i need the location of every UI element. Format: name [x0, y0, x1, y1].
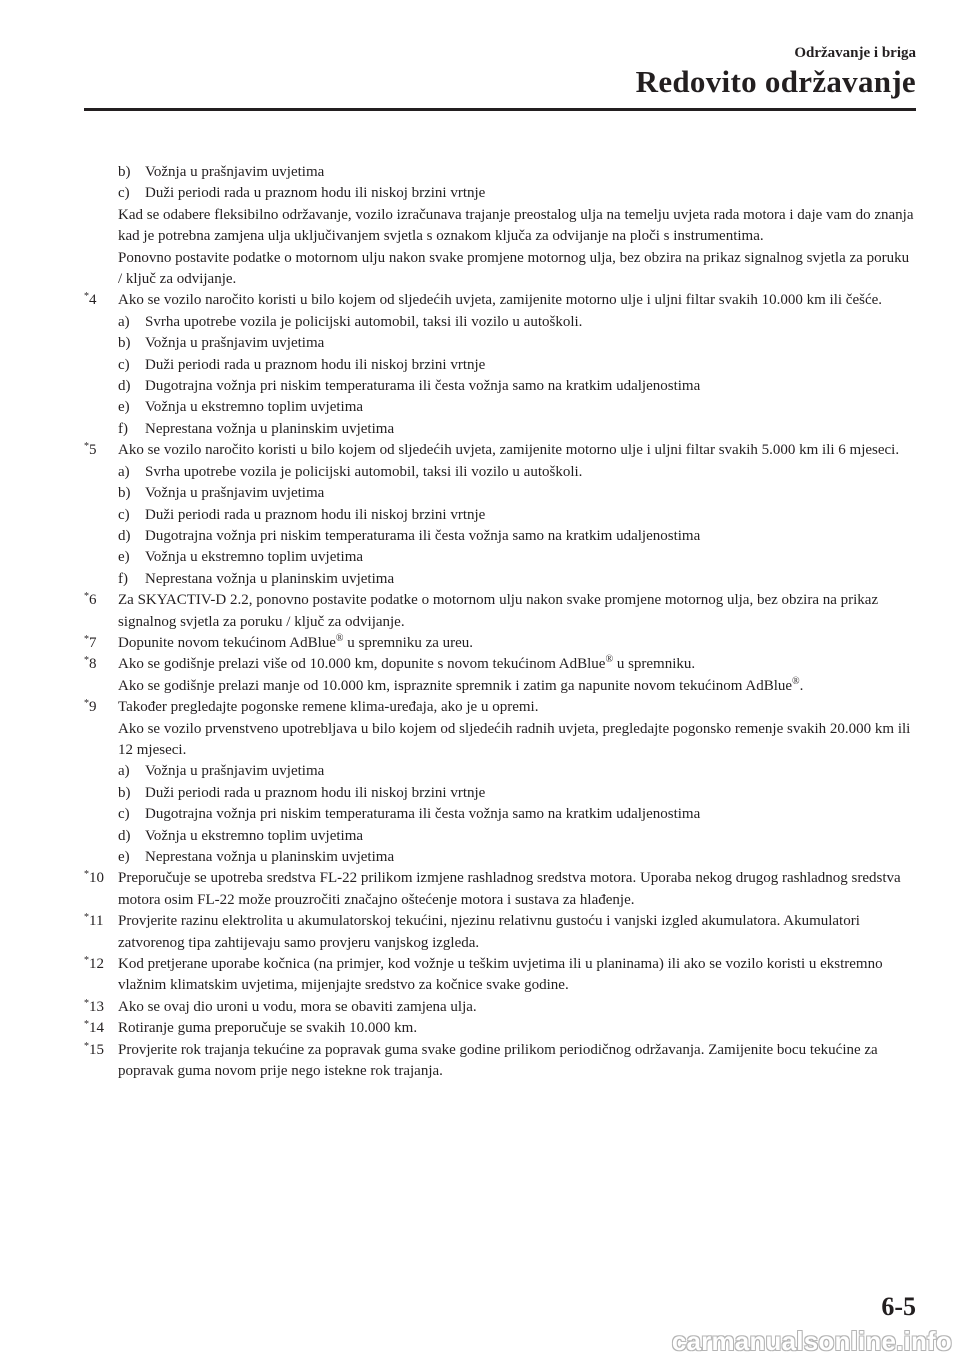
asterisk-icon: * — [84, 655, 89, 667]
footnote-marker: *5 — [84, 441, 97, 459]
footnote-marker: *15 — [84, 1040, 104, 1058]
registered-mark: ® — [792, 675, 800, 687]
footnote-15 — [84, 1040, 916, 1083]
footnote-text: Ako se ovaj dio uroni u vodu, mora se obaviti zamjena ulja. — [118, 998, 477, 1015]
list-item: e) Vožnja u ekstremno toplim uvjetima — [118, 399, 364, 416]
list-item: f) Neprestana vožnja u planinskim uvjetima — [118, 420, 395, 437]
footnote-marker: *12 — [84, 955, 104, 973]
asterisk-icon: * — [84, 1019, 89, 1031]
footnote-14 — [84, 1018, 916, 1039]
list-item: e) Vožnja u ekstremno toplim uvjetima — [118, 549, 364, 566]
list-item: a) Vožnja u prašnjavim uvjetima — [118, 763, 325, 780]
footnote-text: Preporučuje se upotreba sredstva FL-22 prilikom izmjene rashladnog sredstva motora. Uporaba nekog drugog rashladnog sredstva motora osim FL-22 može prouzročiti značajno oštećenje motora i sustava za hlađenje. — [118, 870, 901, 908]
footnote-12 — [84, 954, 916, 997]
list-item: c) Duži periodi rada u praznom hodu ili niskoj brzini vrtnje — [118, 356, 486, 373]
list-item: e) Neprestana vožnja u planinskim uvjetima — [118, 849, 395, 865]
footnote-text: Ako se godišnje prelazi manje od 10.000 km, ispraznite spremnik i zatim ga napunite novom tekućinom AdBlue®. — [118, 675, 804, 694]
footnote-marker: *11 — [84, 912, 104, 930]
asterisk-icon: * — [84, 633, 89, 645]
list-item: b) Vožnja u prašnjavim uvjetima — [118, 335, 325, 352]
footnote-text: Ako se godišnje prelazi više od 10.000 km, dopunite s novom tekućinom AdBlue® u spremniku. — [118, 654, 696, 673]
asterisk-icon: * — [84, 698, 89, 710]
paragraph: Ponovno postavite podatke o motornom ulju nakon svake promjene motornog ulja, bez obzira na prikaz signalnog svjetla za poruku / ključ za odvijanje. — [118, 249, 910, 288]
page-content — [84, 162, 916, 1082]
footnote-marker: *14 — [84, 1019, 104, 1037]
asterisk-icon: * — [84, 1040, 89, 1052]
registered-mark: ® — [335, 632, 344, 644]
footnote-6 — [84, 590, 916, 633]
footnote-text: Kod pretjerane uporabe kočnica (na primjer, kod vožnje u teškim uvjetima ili u planinama) ili ako se vozilo koristi u ekstremno vlažnim klimatskim uvjetima, mijenjajte sredstvo za kočnice svake godine. — [118, 956, 883, 994]
footnote-10 — [84, 868, 916, 911]
list-item: c) Duži periodi rada u praznom hodu ili niskoj brzini vrtnje — [118, 185, 486, 202]
footnote-marker: *4 — [84, 291, 97, 309]
list-item: d) Dugotrajna vožnja pri niskim temperaturama ili česta vožnja samo na kratkim udaljenostima — [118, 527, 701, 544]
registered-mark: ® — [605, 654, 614, 666]
footnote-8 — [84, 654, 916, 697]
footnote-text: Rotiranje guma preporučuje se svakih 10.000 km. — [118, 1020, 418, 1037]
asterisk-icon: * — [84, 441, 89, 453]
asterisk-icon: * — [84, 869, 89, 881]
asterisk-icon: * — [84, 291, 89, 303]
footnote-7 — [84, 633, 916, 654]
footnote-text: Provjerite rok trajanja tekućine za popravak guma svake godine prilikom periodičnog održavanja. Zamijenite bocu tekućine za popravak guma novom prije nego istekne rok trajanja. — [118, 1041, 878, 1080]
footnote-text: Dopunite novom tekućinom AdBlue® u spremniku za ureu. — [118, 632, 474, 651]
footnote-text: Ako se vozilo naročito koristi u bilo kojem od sljedećih uvjeta, zamijenite motorno ulje i uljni filtar svakih 5.000 km ili 6 mjeseci. — [118, 442, 900, 459]
asterisk-icon: * — [84, 955, 89, 967]
footnote-marker: *13 — [84, 997, 104, 1015]
list-item: d) Dugotrajna vožnja pri niskim temperaturama ili česta vožnja samo na kratkim udaljenostima — [118, 378, 701, 395]
list-item: b) Vožnja u prašnjavim uvjetima — [118, 164, 325, 180]
footnote-text: Provjerite razinu elektrolita u akumulatorskoj tekućini, njezinu relativnu gustoću i vanjski izgled akumulatora. Akumulatori zatvorenog tipa zahtijevaju samo provjeru vanjskog izgleda. — [118, 913, 860, 951]
footnote-marker: *8 — [84, 655, 97, 673]
page-number: 6-5 — [881, 1292, 916, 1321]
footnote-13 — [84, 997, 916, 1018]
list-item: f) Neprestana vožnja u planinskim uvjetima — [118, 570, 395, 587]
footnote-text: Također pregledajte pogonske remene klima-uređaja, ako je u opremi. — [118, 699, 539, 716]
note-continuation — [84, 162, 916, 290]
footnote-text: Za SKYACTIV-D 2.2, ponovno postavite podatke o motornom ulju nakon svake promjene motornog ulja, bez obzira na prikaz signalnog svjetla za poruku / ključ za odvijanje. — [118, 592, 879, 630]
asterisk-icon: * — [84, 591, 89, 603]
paragraph: Kad se odabere fleksibilno održavanje, vozilo izračunava trajanje preostalog ulja na temelju uvjeta rada motora i daje vam do znanja kad je potrebna zamjena ulja uključivanjem svjetla s oznakom ključa za odvijanje na ploči s instrumentima. — [118, 206, 914, 245]
footnote-text: Ako se vozilo naročito koristi u bilo kojem od sljedećih uvjeta, zamijenite motorno ulje i uljni filtar svakih 10.000 km ili češće. — [118, 292, 883, 309]
footnote-marker: *9 — [84, 698, 97, 716]
page-header — [636, 44, 916, 100]
page-title: Redovito održavanje — [635, 64, 916, 99]
footnote-text: Ako se vozilo prvenstveno upotrebljava u bilo kojem od sljedećih radnih uvjeta, pregledajte pogonsko remenje svakih 20.000 km ili 12 mjeseci. — [118, 720, 911, 758]
header-divider — [84, 108, 916, 111]
list-item: b) Duži periodi rada u praznom hodu ili niskoj brzini vrtnje — [118, 784, 486, 801]
list-item: d) Vožnja u ekstremno toplim uvjetima — [118, 827, 364, 844]
footnote-marker: *7 — [84, 633, 97, 651]
list-item: a) Svrha upotrebe vozila je policijski automobil, taksi ili vozilo u autoškoli. — [118, 313, 583, 330]
footnote-11 — [84, 911, 916, 954]
list-item: c) Duži periodi rada u praznom hodu ili niskoj brzini vrtnje — [118, 506, 486, 523]
footnote-marker: *6 — [84, 591, 97, 609]
footnote-9 — [84, 697, 916, 868]
asterisk-icon: * — [84, 912, 89, 924]
asterisk-icon: * — [84, 997, 89, 1009]
watermark: carmanualsonline.info — [671, 1326, 952, 1356]
section-label: Održavanje i briga — [794, 45, 916, 61]
list-item: b) Vožnja u prašnjavim uvjetima — [118, 485, 325, 502]
footnote-5 — [84, 440, 916, 590]
footnote-marker: *10 — [84, 869, 104, 887]
list-item: a) Svrha upotrebe vozila je policijski automobil, taksi ili vozilo u autoškoli. — [118, 463, 583, 480]
footnote-4 — [84, 290, 916, 440]
list-item: c) Dugotrajna vožnja pri niskim temperaturama ili česta vožnja samo na kratkim udaljenostima — [118, 806, 701, 823]
